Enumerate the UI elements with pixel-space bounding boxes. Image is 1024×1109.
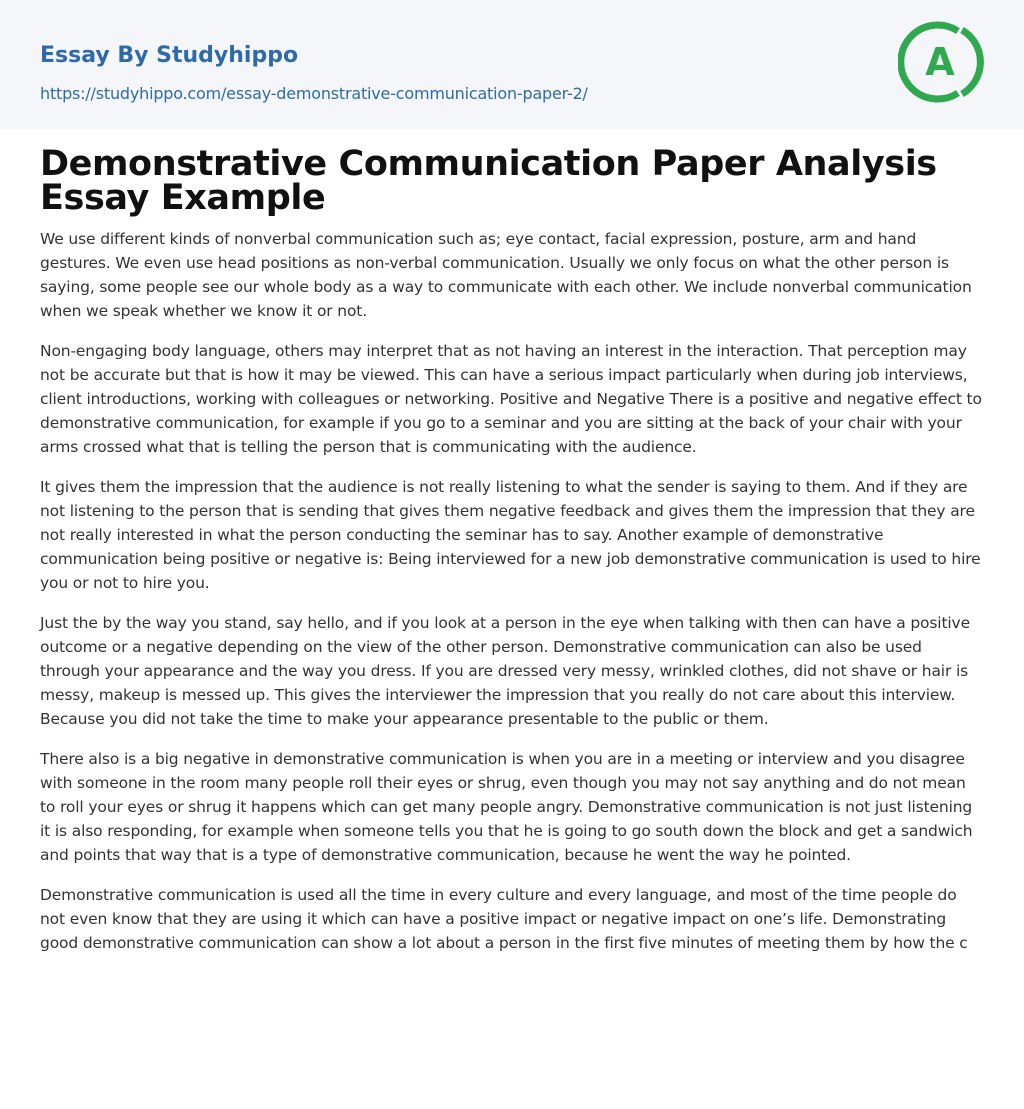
essay-paragraph: It gives them the impression that the audience is not really listening to what the sender is saying to them. And if they are not listening to the person that is sending that gives them negative feedback and gives them the impression that they are not really interested in what the person conducting the seminar has to say. Another example of demonstrative communication being positive or negative is: Being interviewed for a new job demonstrative communication is used to hire you or not to hire you. bbox=[40, 478, 981, 592]
essay-paragraph: Just the by the way you stand, say hello, and if you look at a person in the eye when talking with then can have a positive outcome or a negative depending on the view of the other person. Demonstrative communication can also be used through your appearance and the way you dress. If you are dressed very messy, wrinkled clothes, did not shave or hair is messy, makeup is messed up. This gives the interviewer the impression that you really do not care about this interview. Because you did not take the time to make your appearance presentable to the public or them. bbox=[40, 614, 970, 728]
essay-paragraph: There also is a big negative in demonstrative communication is when you are in a meeting or interview and you disagree with someone in the room many people roll their eyes or shrug, even though you may not say anything and do not mean to roll your eyes or shrug it happens which can get many people angry. Demonstrative communication is not just listening it is also responding, for example when someone tells you that he is going to go south down the block and get a sandwich and points that way that is a type of demonstrative communication, because he went the way he pointed. bbox=[40, 750, 973, 864]
logo-ring-right-arc bbox=[962, 30, 980, 94]
essay-url-link[interactable]: https://studyhippo.com/essay-demonstrative-communication-paper-2/ bbox=[40, 84, 588, 103]
essay-paragraph: Non-engaging body language, others may interpret that as not having an interest in the interaction. That perception may not be accurate but that is how it may be viewed. This can have a serious impact particularly when during job interviews, client introductions, working with colleagues or networking. Positive and Negative There is a positive and negative effect to demonstrative communication, for example if you go to a seminar and you are sitting at the back of your chair with your arms crossed what that is telling the person that is communicating with the audience. bbox=[40, 342, 982, 456]
article-content bbox=[0, 144, 1024, 955]
site-brand[interactable]: Essay By Studyhippo bbox=[40, 43, 299, 68]
site-header bbox=[0, 0, 1024, 129]
circular-a-logo-icon[interactable] bbox=[898, 20, 986, 104]
essay-paragraph: We use different kinds of nonverbal communication such as; eye contact, facial expression, posture, arm and hand gestures. We even use head positions as non-verbal communication. Usually we only focus on what the other person is saying, some people see our whole body as a way to communicate with each other. We include nonverbal communication when we speak whether we know it or not. bbox=[40, 230, 972, 320]
logo-letter: A bbox=[925, 40, 955, 84]
essay-body bbox=[40, 227, 984, 955]
essay-title: Demonstrative Communication Paper Analysis Essay Example bbox=[40, 144, 937, 218]
essay-paragraph: Demonstrative communication is used all the time in every culture and every language, and most of the time people do not even know that they are using it which can have a positive impact or negative impact on one’s life. Demonstrating good demonstrative communication can show a lot about a person in the first five minutes of meeting them by how the c bbox=[40, 886, 968, 952]
